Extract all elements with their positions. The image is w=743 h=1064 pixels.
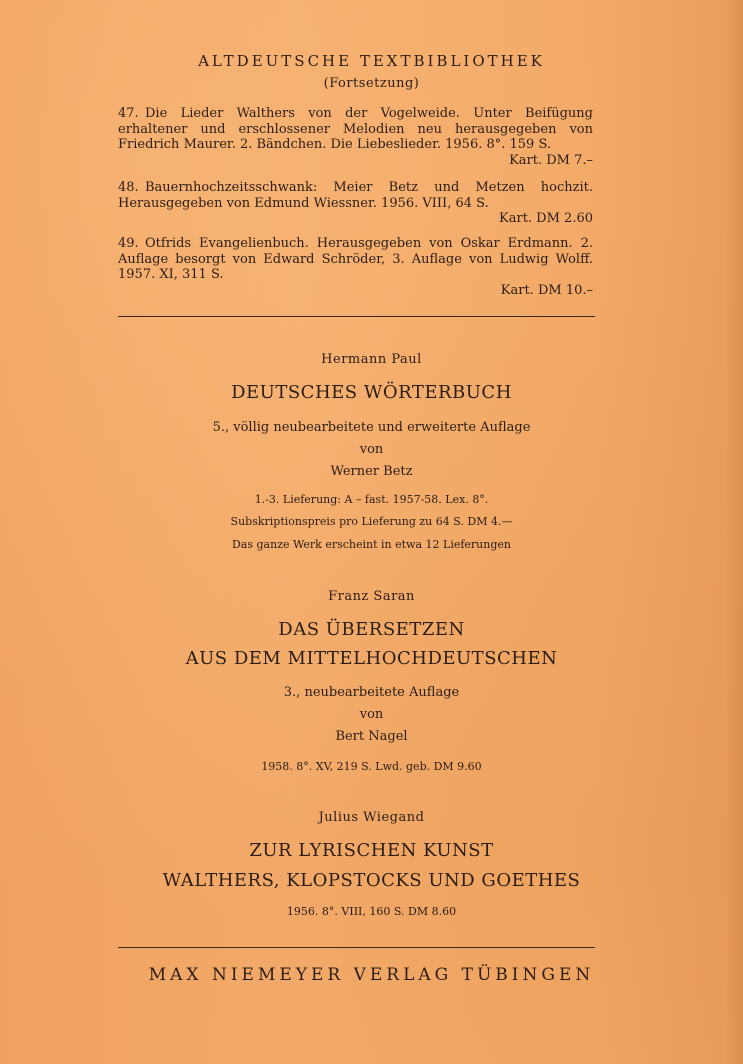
entry-text: Bauernhochzeitsschwank: Meier Betz und Metzen hochzit. Herausgegeben von Edmund Wiessner. 1956. VIII, 64 S. bbox=[118, 180, 593, 211]
series-subtitle: (Fortsetzung) bbox=[323, 76, 420, 91]
saran-details: 1958. 8°. XV, 219 S. Lwd. geb. DM 9.60 bbox=[261, 760, 482, 773]
saran-author: Franz Saran bbox=[328, 589, 415, 604]
wiegand-details: 1956. 8°. VIII, 160 S. DM 8.60 bbox=[286, 905, 457, 918]
saran-edition: 3., neubearbeitete Auflage bbox=[283, 685, 460, 700]
entry-number: 48. bbox=[118, 180, 139, 195]
series-title: ALTDEUTSCHE TEXTBIBLIOTHEK bbox=[198, 52, 545, 70]
paul-subscription-price: Subskriptionspreis pro Lieferung zu 64 S. DM 4.— bbox=[230, 515, 513, 528]
entry-price: Kart. DM 7.– bbox=[509, 152, 593, 168]
entry-price: Kart. DM 10.– bbox=[500, 282, 593, 298]
entry-number: 49. bbox=[118, 236, 139, 251]
divider-rule bbox=[118, 947, 595, 948]
divider-rule bbox=[118, 316, 595, 317]
entry-47 bbox=[118, 106, 593, 168]
wiegand-title-line1: ZUR LYRISCHEN KUNST bbox=[249, 840, 494, 861]
paul-delivery-note: Das ganze Werk erscheint in etwa 12 Lieferungen bbox=[231, 538, 511, 551]
saran-von: von bbox=[359, 707, 384, 722]
entry-48 bbox=[118, 180, 593, 227]
paul-von: von bbox=[359, 442, 384, 457]
entry-text: Die Lieder Walthers von der Vogelweide. Unter Beifügung erhaltener und erschlossener Melodien neu herausgegeben von Friedrich Maurer. 2. Bändchen. Die Liebeslieder. 1956. 8°. 159 S. bbox=[118, 106, 593, 152]
entry-number: 47. bbox=[118, 106, 139, 121]
entry-price: Kart. DM 2.60 bbox=[499, 211, 593, 226]
entry-text: Otfrids Evangelienbuch. Herausgegeben von Oskar Erdmann. 2. Auflage besorgt von Edward Schröder, 3. Auflage von Ludwig Wolff. 1957. XI, 311 S. bbox=[118, 236, 593, 282]
saran-title-line2: AUS DEM MITTELHOCHDEUTSCHEN bbox=[185, 648, 558, 669]
paul-author: Hermann Paul bbox=[321, 352, 422, 367]
entry-49 bbox=[118, 236, 593, 298]
wiegand-author: Julius Wiegand bbox=[318, 810, 425, 825]
paul-edition: 5., völlig neubearbeitete und erweiterte Auflage bbox=[212, 420, 531, 435]
paul-editor: Werner Betz bbox=[330, 464, 413, 479]
saran-editor: Bert Nagel bbox=[335, 729, 408, 744]
paul-title: DEUTSCHES WÖRTERBUCH bbox=[231, 382, 512, 403]
publisher-imprint: MAX NIEMEYER VERLAG TÜBINGEN bbox=[148, 965, 595, 985]
wiegand-title-line2: WALTHERS, KLOPSTOCKS UND GOETHES bbox=[162, 870, 581, 891]
saran-title-line1: DAS ÜBERSETZEN bbox=[278, 619, 465, 640]
paul-delivery-info: 1.-3. Lieferung: A – fast. 1957-58. Lex. 8°. bbox=[254, 493, 489, 506]
